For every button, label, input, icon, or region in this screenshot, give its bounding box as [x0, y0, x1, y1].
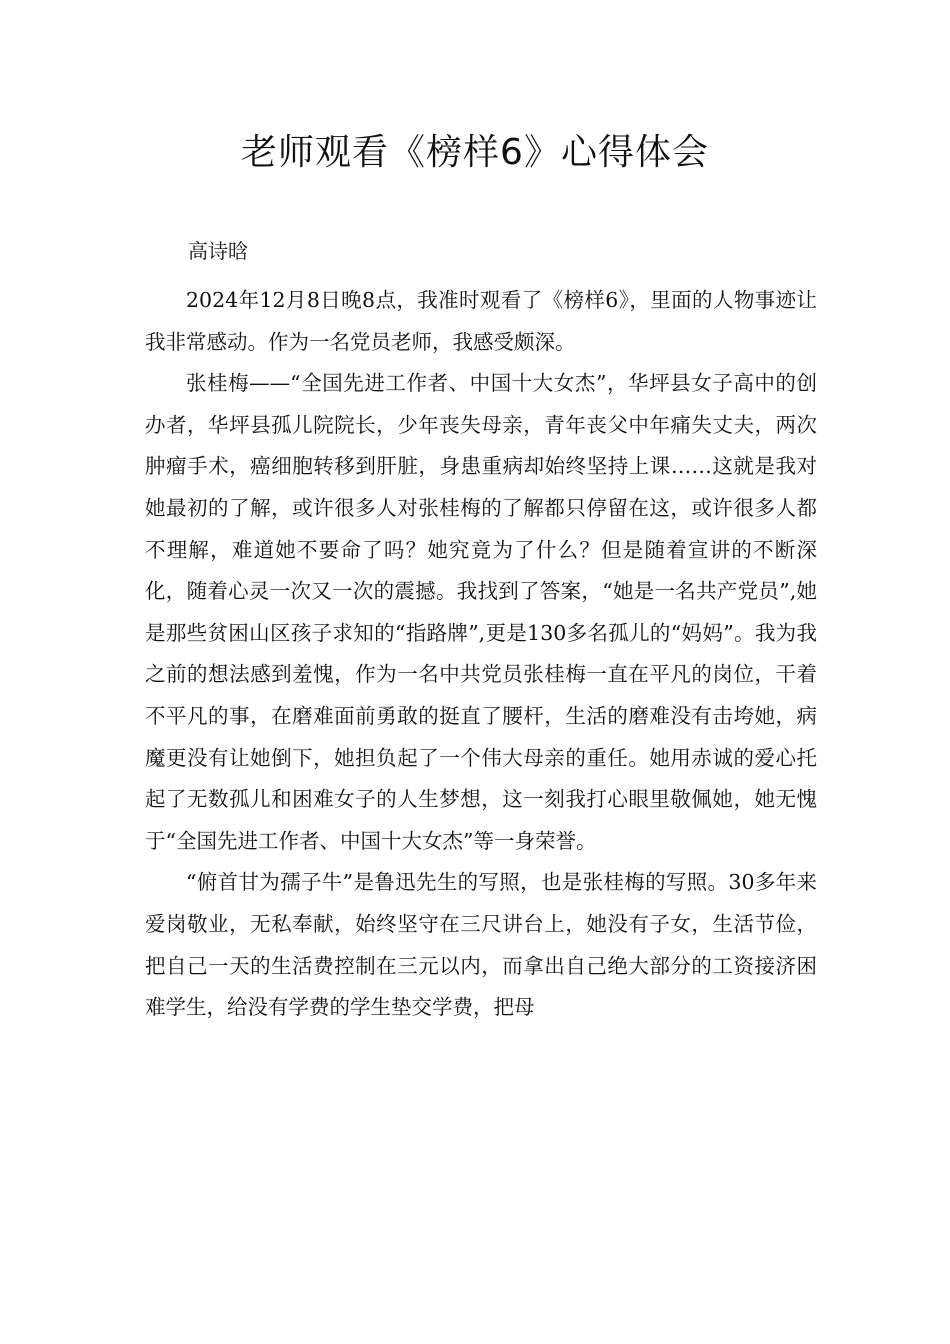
paragraph: 2024年12月8日晚8点，我准时观看了《榜样6》，里面的人物事迹让我非常感动。作为一名党员老师，我感受颇深。	[145, 288, 817, 354]
paragraph: 张桂梅——“全国先进工作者、中国十大女杰”，华坪县女子高中的创办者，华坪县孤儿院院长，少年丧失母亲，青年丧父中年痛失丈夫，两次肿瘤手术，癌细胞转移到肝脏，身患重病却始终坚持上课……这就是我对她最初的了解，或许很多人对张桂梅的了解都只停留在这，或许很多人都不理解，难道她不要命了吗？她究竟为了什么？但是随着宣讲的不断深化，随着心灵一次又一次的震撼。我找到了答案，“她是一名共产党员”,她是那些贫困山区孩子求知的“指路牌”,更是130多名孤儿的“妈妈”。我为我之前的想法感到羞愧，作为一名中共党员张桂梅一直在平凡的岗位，干着不平凡的事，在磨难面前勇敢的挺直了腰杆，生活的磨难没有击垮她，病魔更没有让她倒下，她担负起了一个伟大母亲的重任。她用赤诚的爱心托起了无数孤儿和困难女子的人生梦想，这一刻我打心眼里敬佩她，她无愧于“全国先进工作者、中国十大女杰”等一身荣誉。	[145, 371, 817, 853]
document-title: 老师观看《榜样6》心得体会	[241, 132, 709, 173]
paragraph: “俯首甘为孺子牛”是鲁迅先生的写照，也是张桂梅的写照。30多年来爱岗敬业，无私奉献，始终坚守在三尺讲台上，她没有子女，生活节俭，把自己一天的生活费控制在三元以内，而拿出自己绝大部分的工资接济困难学生，给没有学费的学生垫交学费，把母	[145, 870, 817, 1020]
document-body	[145, 280, 817, 1029]
author-name: 高诗晗	[188, 239, 248, 263]
